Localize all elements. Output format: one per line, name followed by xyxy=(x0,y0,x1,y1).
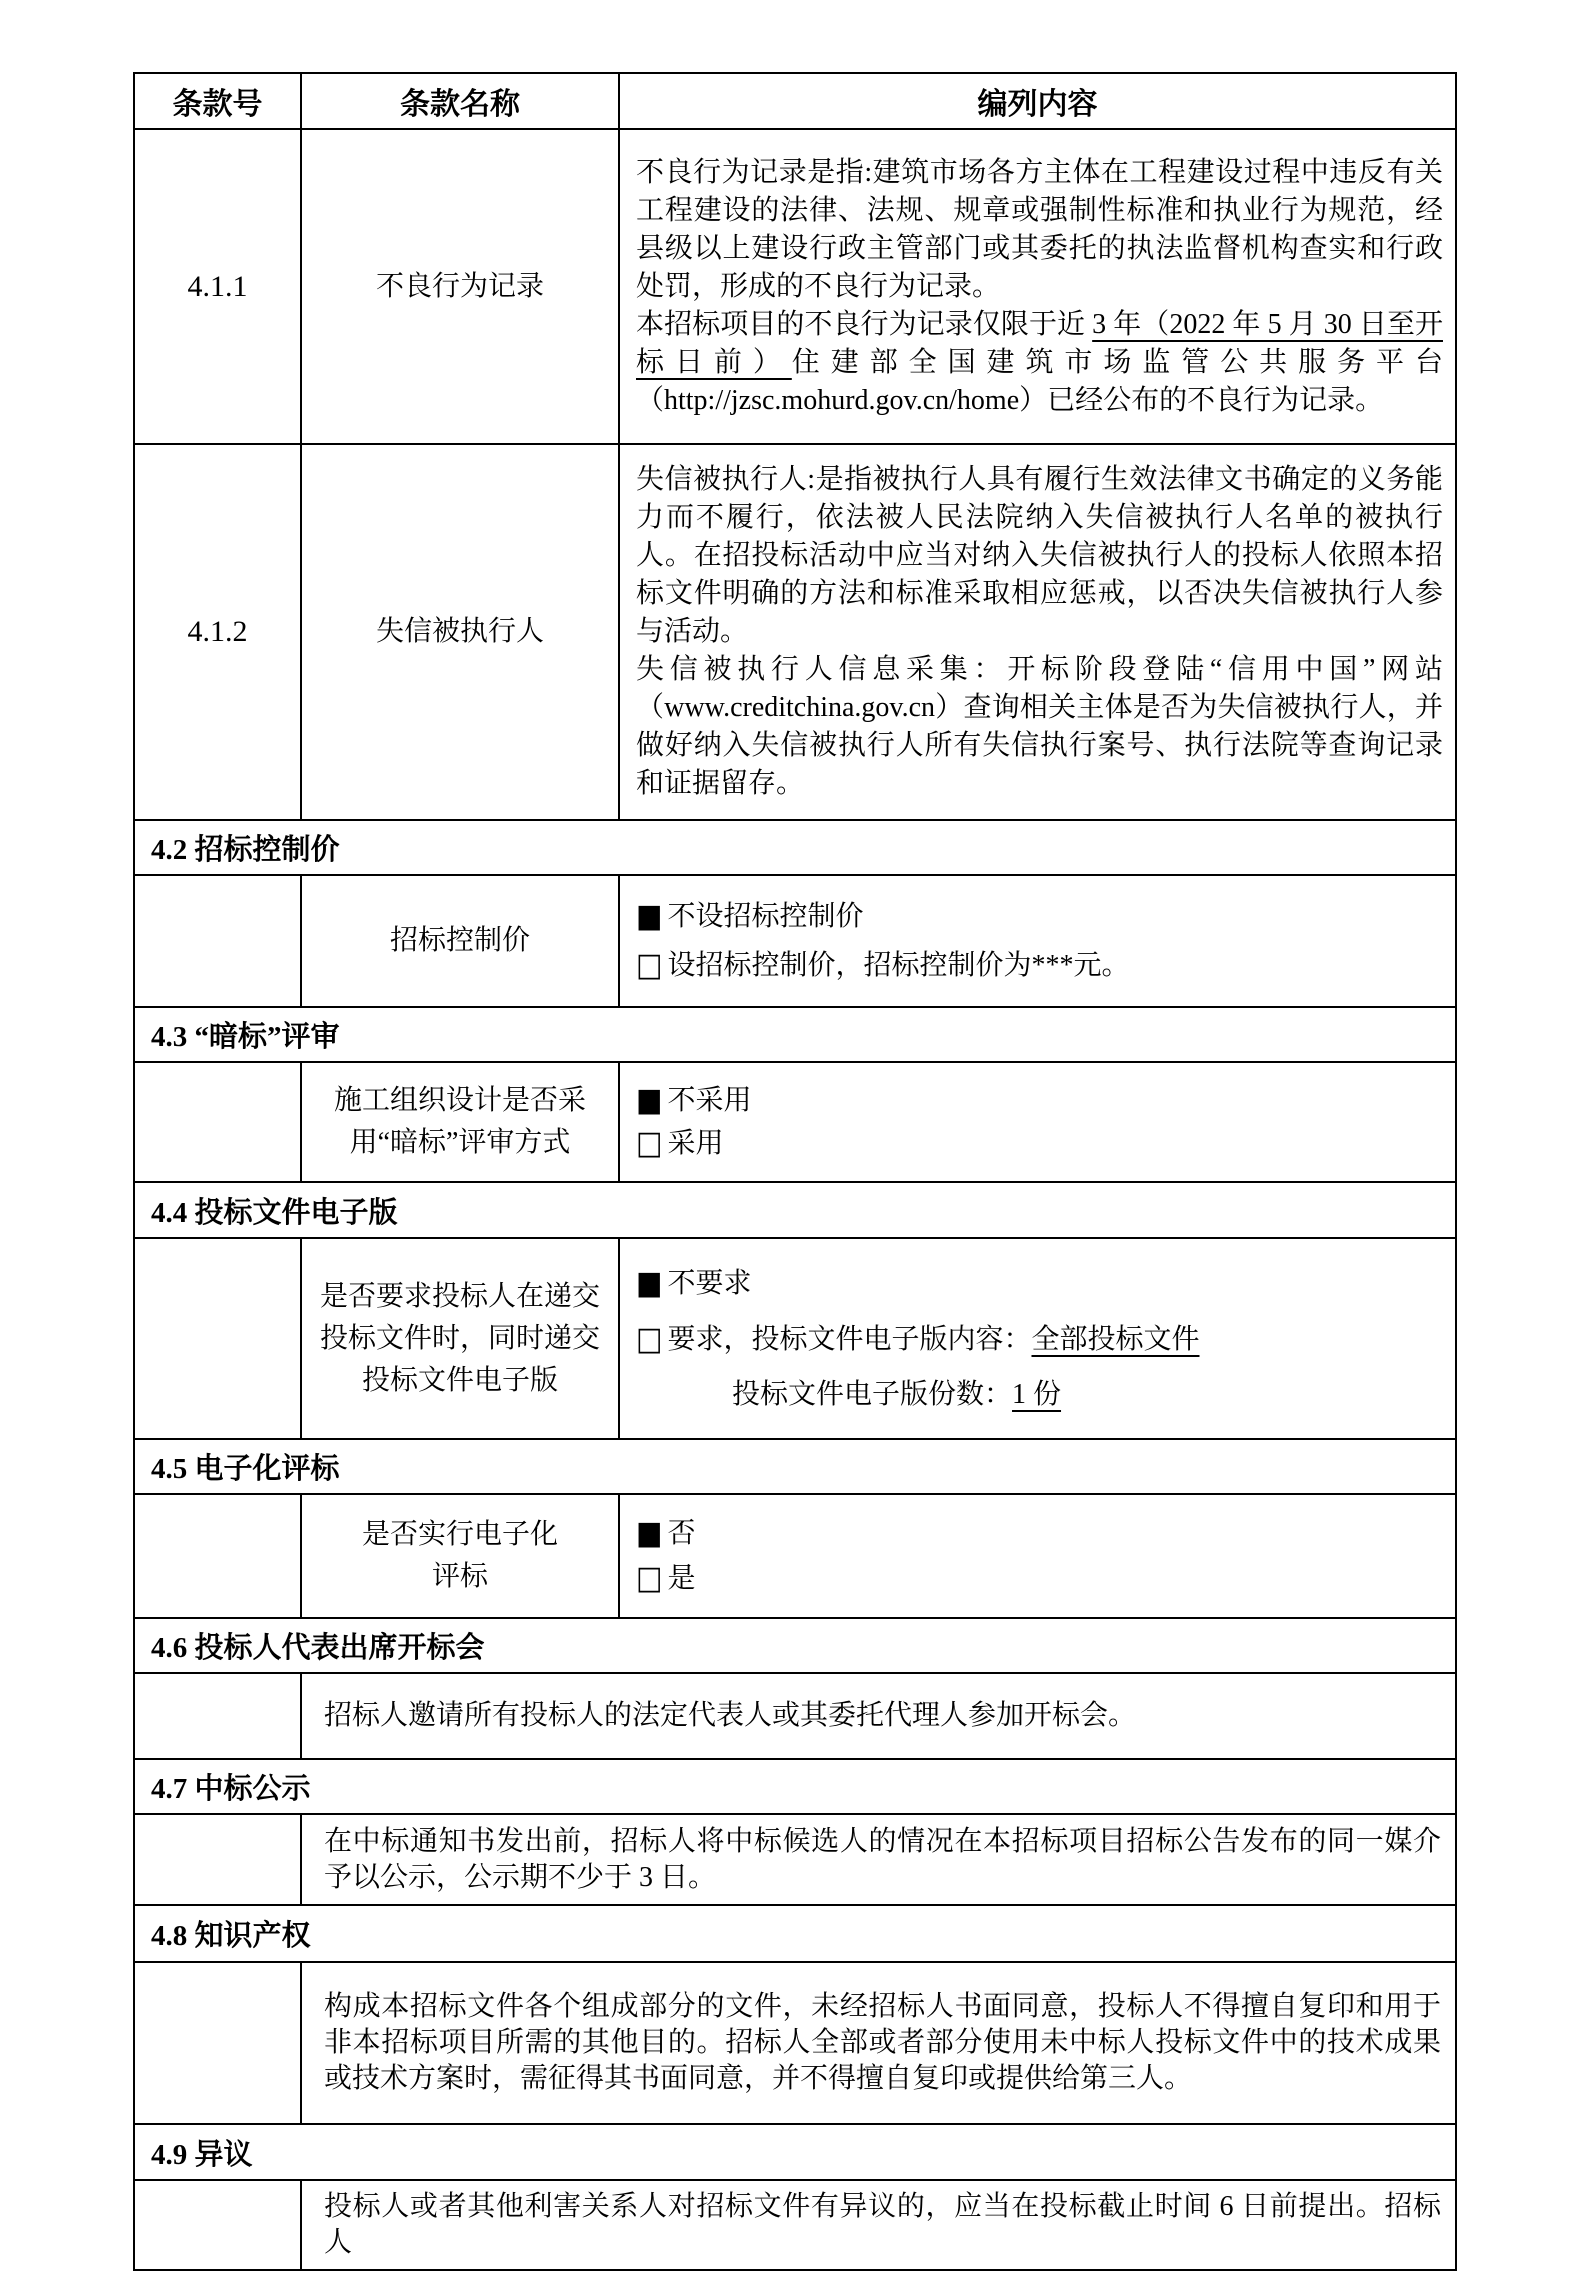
checkbox-checked-icon: ■ xyxy=(636,1263,663,1302)
option-label: 不要求 xyxy=(667,1268,752,1299)
section-title: 4.3 “暗标”评审 xyxy=(134,1007,1456,1062)
option-line xyxy=(636,1511,1443,1556)
content-paragraph: 失信被执行人:是指被执行人具有履行生效法律文书确定的义务能力而不履行，依法被人民法院纳入失信被执行人名单的被执行人。在招投标活动中应当对纳入失信被执行人的投标人依照本招标文件明确的方法和标准采取相应惩戒，以否决失信被执行人参与活动。 xyxy=(636,464,1443,647)
empty-cell xyxy=(134,1673,301,1759)
option-label: 是 xyxy=(667,1563,696,1594)
clause-name: 施工组织设计是否采用“暗标”评审方式 xyxy=(301,1062,619,1182)
empty-cell xyxy=(134,1238,301,1439)
option-label: 设招标控制价，招标控制价为***元。 xyxy=(667,950,1130,981)
section-row-4-6 xyxy=(134,1618,1456,1673)
option-label: 不设招标控制价 xyxy=(667,901,864,932)
checkbox-unchecked-icon: □ xyxy=(636,1123,663,1162)
option-label: 投标文件电子版份数： xyxy=(732,1379,1013,1410)
clause-content-cell xyxy=(619,129,1456,444)
option-line xyxy=(636,1311,1443,1367)
section-title: 4.9 异议 xyxy=(134,2124,1456,2180)
section-row-4-4 xyxy=(134,1182,1456,1238)
empty-cell xyxy=(134,1814,301,1905)
clause-name-line: 评标 xyxy=(431,1561,488,1592)
empty-cell xyxy=(134,875,301,1007)
clause-number: 4.1.2 xyxy=(134,444,301,820)
option-line xyxy=(636,941,1443,990)
column-header-clause-name: 条款名称 xyxy=(301,73,619,129)
checkbox-unchecked-icon: □ xyxy=(636,1558,663,1597)
clause-name: 是否要求投标人在递交投标文件时，同时递交投标文件电子版 xyxy=(301,1238,619,1439)
option-label: 采用 xyxy=(667,1128,724,1159)
underlined-text: 3 年（2022 年 5 月 30 日至开标日前） xyxy=(636,308,1443,378)
clause-content-cell xyxy=(619,1062,1456,1182)
clause-content-cell xyxy=(619,1494,1456,1618)
empty-cell xyxy=(134,2180,301,2270)
row-4-1-2 xyxy=(134,444,1456,820)
section-title: 4.4 投标文件电子版 xyxy=(134,1182,1456,1238)
empty-cell xyxy=(134,1062,301,1182)
clause-name: 招标控制价 xyxy=(301,875,619,1007)
section-title: 4.6 投标人代表出席开标会 xyxy=(134,1618,1456,1673)
clause-content-cell: 投标人或者其他利害关系人对招标文件有异议的，应当在投标截止时间 6 日前提出。招标人 xyxy=(301,2180,1456,2270)
clauses-table xyxy=(133,72,1457,2271)
section-row-4-3 xyxy=(134,1007,1456,1062)
clause-content-cell: 招标人邀请所有投标人的法定代表人或其委托代理人参加开标会。 xyxy=(301,1673,1456,1759)
row-4-1-1 xyxy=(134,129,1456,444)
option-label: 否 xyxy=(667,1518,696,1549)
column-header-content: 编列内容 xyxy=(619,73,1456,129)
section-title: 4.2 招标控制价 xyxy=(134,820,1456,875)
content-paragraph: 不良行为记录是指:建筑市场各方主体在工程建设过程中违反有关工程建设的法律、法规、规章或强制性标准和执业行为规范，经县级以上建设行政主管部门或其委托的执法监督机构查实和行政处罚，形成的不良行为记录。 xyxy=(636,156,1443,302)
row-4-8 xyxy=(134,1962,1456,2124)
clause-content-cell: 在中标通知书发出前，招标人将中标候选人的情况在本招标项目招标公告发布的同一媒介予以公示，公示期不少于 3 日。 xyxy=(301,1814,1456,1905)
row-4-6 xyxy=(134,1673,1456,1759)
clause-content-cell xyxy=(619,875,1456,1007)
clause-content-cell xyxy=(619,1238,1456,1439)
section-title: 4.7 中标公示 xyxy=(134,1759,1456,1814)
checkbox-checked-icon: ■ xyxy=(636,1513,663,1552)
section-row-4-8 xyxy=(134,1905,1456,1962)
content-paragraph xyxy=(636,306,1443,420)
checkbox-unchecked-icon: □ xyxy=(636,945,663,984)
section-title: 4.8 知识产权 xyxy=(134,1905,1456,1962)
clause-name-line: 是否实行电子化 xyxy=(361,1519,558,1550)
option-label: 要求，投标文件电子版内容： xyxy=(667,1324,1032,1355)
checkbox-checked-icon: ■ xyxy=(636,1080,663,1119)
underlined-text: 1 份 xyxy=(1012,1379,1062,1410)
empty-cell xyxy=(134,1494,301,1618)
checkbox-unchecked-icon: □ xyxy=(636,1319,663,1358)
option-line xyxy=(636,1255,1443,1311)
row-4-7 xyxy=(134,1814,1456,1905)
clause-name xyxy=(301,1494,619,1618)
text-segment: 本招标项目的不良行为记录仅限于近 xyxy=(636,308,1093,340)
clause-number: 4.1.1 xyxy=(134,129,301,444)
option-label: 不采用 xyxy=(667,1085,752,1116)
section-row-4-9 xyxy=(134,2124,1456,2180)
option-line xyxy=(636,892,1443,941)
section-row-4-2 xyxy=(134,820,1456,875)
clause-name: 不良行为记录 xyxy=(301,129,619,444)
row-4-9 xyxy=(134,2180,1456,2270)
option-line xyxy=(636,1122,1443,1165)
section-title: 4.5 电子化评标 xyxy=(134,1439,1456,1494)
section-row-4-5 xyxy=(134,1439,1456,1494)
option-line xyxy=(636,1556,1443,1601)
underlined-text: 全部投标文件 xyxy=(1031,1324,1200,1355)
section-row-4-7 xyxy=(134,1759,1456,1814)
content-paragraph: 失信被执行人信息采集：开标阶段登陆“信用中国”网站（www.creditchina.gov.cn）查询相关主体是否为失信被执行人，并做好纳入失信被执行人所有失信执行案号、执行法院等查询记录和证据留存。 xyxy=(636,654,1443,799)
option-line xyxy=(636,1079,1443,1122)
row-4-2 xyxy=(134,875,1456,1007)
table-header-row xyxy=(134,73,1456,129)
clause-name: 失信被执行人 xyxy=(301,444,619,820)
row-4-5 xyxy=(134,1494,1456,1618)
option-line xyxy=(636,1367,1443,1422)
row-4-4 xyxy=(134,1238,1456,1439)
checkbox-checked-icon: ■ xyxy=(636,896,663,935)
clause-content-cell xyxy=(619,444,1456,820)
text-segment: 住建部全国建筑市场监管公共服务平台（http://jzsc.mohurd.gov.cn/home）已经公布的不良行为记录。 xyxy=(636,346,1443,416)
column-header-clause-no: 条款号 xyxy=(134,73,301,129)
clause-content-cell: 构成本招标文件各个组成部分的文件，未经招标人书面同意，投标人不得擅自复印和用于非本招标项目所需的其他目的。招标人全部或者部分使用未中标人投标文件中的技术成果或技术方案时，需征得其书面同意，并不得擅自复印或提供给第三人。 xyxy=(301,1962,1456,2124)
row-4-3 xyxy=(134,1062,1456,1182)
empty-cell xyxy=(134,1962,301,2124)
